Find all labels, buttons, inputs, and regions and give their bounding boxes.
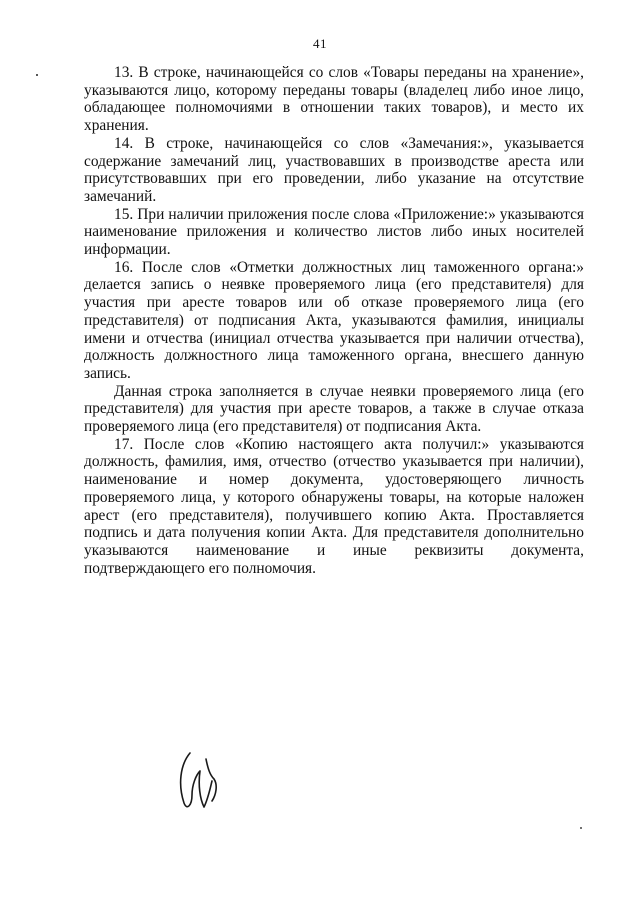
document-body — [84, 64, 584, 577]
page-number: 41 — [313, 36, 327, 51]
paragraph-17: 17. После слов «Копию настоящего акта получил:» указываются должность, фамилия, имя, отчество (отчество указывается при наличии), наименование и номер документа, удостоверяющего личность проверяемого лица, у которого обнаружены товары, на которые наложен арест (его представителя), получившего копию Акта. Проставляется подпись и дата получения копии Акта. Для представителя дополнительно указываются наименование и иные реквизиты документа, подтверждающего его полномочия. — [84, 435, 584, 577]
paragraph-16-note: Данная строка заполняется в случае неявки проверяемого лица (его представителя) для участия при аресте товаров, а также в случае отказа проверяемого лица (его представителя) от подписания Акта. — [84, 382, 584, 436]
signature-icon — [170, 745, 230, 825]
paragraph-13: 13. В строке, начинающейся со слов «Товары переданы на хранение», указываются лицо, которому переданы товары (владелец либо иное лицо, обладающее полномочиями в отношении таких товаров), и место их хранения. — [84, 64, 584, 135]
scan-speck — [36, 74, 38, 76]
paragraph-16: 16. После слов «Отметки должностных лиц таможенного органа:» делается запись о неявке проверяемого лица (его представителя) для участия при аресте товаров или об отказе проверяемого лица (его представителя) от подписания Акта, указываются фамилия, инициалы имени и отчества (инициал отчества указывается при наличии отчества), должность должностного лица таможенного органа, внесшего данную запись. — [84, 258, 584, 382]
paragraph-14: 14. В строке, начинающейся со слов «Замечания:», указывается содержание замечаний лиц, участвовавших в производстве ареста или присутствовавших при его проведении, либо указание на отсутствие замечаний. — [84, 134, 584, 205]
scan-speck — [580, 827, 582, 829]
paragraph-15: 15. При наличии приложения после слова «Приложение:» указываются наименование приложения и количество листов либо иных носителей информации. — [84, 205, 584, 259]
